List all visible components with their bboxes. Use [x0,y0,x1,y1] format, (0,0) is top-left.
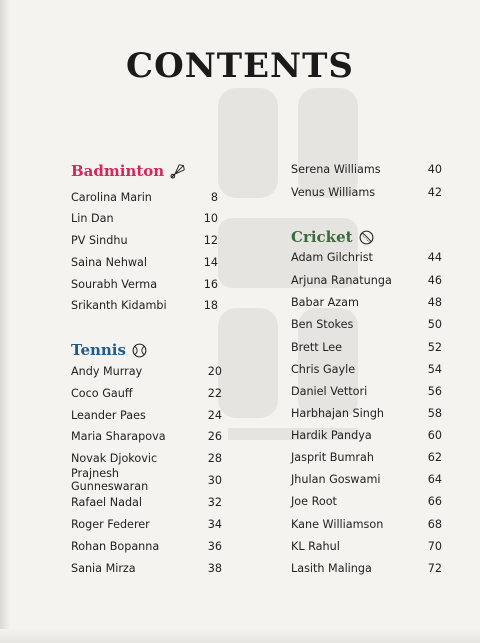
toc-entry[interactable] [71,207,218,229]
page-bottom-shadow [0,629,480,643]
toc-entry[interactable] [71,425,222,447]
entry-name: Serena Williams [291,162,381,176]
entry-page-number: 30 [207,473,222,487]
entry-page-number: 38 [207,561,222,575]
entry-name: Srikanth Kidambi [71,298,167,312]
entry-page-number: 72 [427,561,442,575]
entry-page-number: 12 [203,233,218,247]
entry-page-number: 32 [207,495,222,509]
toc-entry[interactable] [71,294,218,316]
entry-name: Chris Gayle [291,362,356,376]
entry-name: Rafael Nadal [71,495,143,509]
entry-name: Maria Sharapova [71,429,166,443]
toc-entry[interactable] [71,382,222,404]
toc-entry[interactable] [71,360,222,382]
entry-name: Coco Gauff [71,386,133,400]
entry-page-number: 40 [427,162,442,176]
section-heading-label: Tennis [71,341,126,359]
toc-entry[interactable] [291,246,442,268]
entry-name: Babar Azam [291,295,359,309]
entry-name: Andy Murray [71,364,143,378]
toc-entry[interactable] [71,557,222,579]
entry-name: Saina Nehwal [71,255,148,269]
section-heading-cricket [291,228,375,246]
toc-entry[interactable] [291,380,442,402]
entry-name: Prajnesh Gunneswaran [71,467,149,493]
section-heading-label: Badminton [71,162,165,180]
toc-entry[interactable] [291,358,442,380]
toc-entry[interactable] [291,490,442,512]
section-heading-badminton [71,162,186,180]
entry-page-number: 20 [207,364,222,378]
entry-page-number: 54 [427,362,442,376]
entry-name: Lasith Malinga [291,561,372,575]
section-heading-tennis [71,341,148,359]
entry-name: KL Rahul [291,539,340,553]
entry-page-number: 60 [427,428,442,442]
entry-name: Jhulan Goswami [291,472,381,486]
toc-entry[interactable] [291,181,442,203]
entry-name: Kane Williamson [291,517,384,531]
tennis-ball-icon [131,342,148,359]
entry-page-number: 18 [203,298,218,312]
toc-entry[interactable] [291,513,442,535]
entry-page-number: 52 [427,340,442,354]
entry-name: Brett Lee [291,340,343,354]
entry-name: Hardik Pandya [291,428,372,442]
entry-name: PV Sindhu [71,233,128,247]
entry-page-number: 56 [427,384,442,398]
toc-entry[interactable] [291,336,442,358]
entry-page-number: 62 [427,450,442,464]
toc-entry[interactable] [291,291,442,313]
entry-page-number: 16 [203,277,218,291]
toc-entry[interactable] [71,404,222,426]
toc-entry[interactable] [291,313,442,335]
toc-entry[interactable] [291,424,442,446]
entry-name: Roger Federer [71,517,150,531]
toc-entry[interactable] [71,251,218,273]
entry-name: Sourabh Verma [71,277,158,291]
entry-name: Leander Paes [71,408,146,422]
entry-page-number: 28 [207,451,222,465]
entry-page-number: 46 [427,273,442,287]
entry-name: Daniel Vettori [291,384,368,398]
toc-entry[interactable] [291,535,442,557]
entry-page-number: 8 [210,190,218,204]
toc-entry[interactable] [291,158,442,180]
entry-name: Novak Djokovic [71,451,158,465]
toc-entry[interactable] [71,513,222,535]
toc-entry[interactable] [291,446,442,468]
section-heading-label: Cricket [291,228,353,246]
entry-name: Carolina Marin [71,190,152,204]
entry-page-number: 58 [427,406,442,420]
entry-page-number: 66 [427,494,442,508]
entry-name: Harbhajan Singh [291,406,385,420]
entry-page-number: 22 [207,386,222,400]
entry-name: Joe Root [291,494,337,508]
entry-page-number: 36 [207,539,222,553]
entry-page-number: 44 [427,250,442,264]
shuttlecock-icon [169,163,186,180]
entry-name: Rohan Bopanna [71,539,160,553]
entry-name: Sania Mirza [71,561,136,575]
entry-page-number: 24 [207,408,222,422]
entry-page-number: 70 [427,539,442,553]
entry-page-number: 68 [427,517,442,531]
entry-page-number: 10 [203,211,218,225]
page-title: CONTENTS [126,46,354,86]
toc-entry[interactable] [291,402,442,424]
entry-name: Lin Dan [71,211,114,225]
entry-page-number: 14 [203,255,218,269]
entry-page-number: 64 [427,472,442,486]
entry-name: Arjuna Ranatunga [291,273,392,287]
toc-entry[interactable] [291,557,442,579]
toc-entry[interactable] [71,491,222,513]
toc-entry[interactable] [71,535,222,557]
toc-entry[interactable] [71,447,222,469]
entry-name: Venus Williams [291,185,376,199]
entry-name: Ben Stokes [291,317,354,331]
toc-entry[interactable] [71,273,218,295]
toc-entry[interactable] [291,468,442,490]
entry-page-number: 26 [207,429,222,443]
toc-entry[interactable] [291,269,442,291]
entry-page-number: 50 [427,317,442,331]
cricket-ball-icon [358,229,375,246]
entry-name: Adam Gilchrist [291,250,373,264]
entry-name: Jasprit Bumrah [291,450,374,464]
toc-entry[interactable] [71,186,218,208]
toc-entry[interactable] [71,229,218,251]
entry-page-number: 48 [427,295,442,309]
toc-entry[interactable] [71,469,222,491]
entry-page-number: 34 [207,517,222,531]
entry-page-number: 42 [427,185,442,199]
page-edge-shadow [0,0,10,643]
